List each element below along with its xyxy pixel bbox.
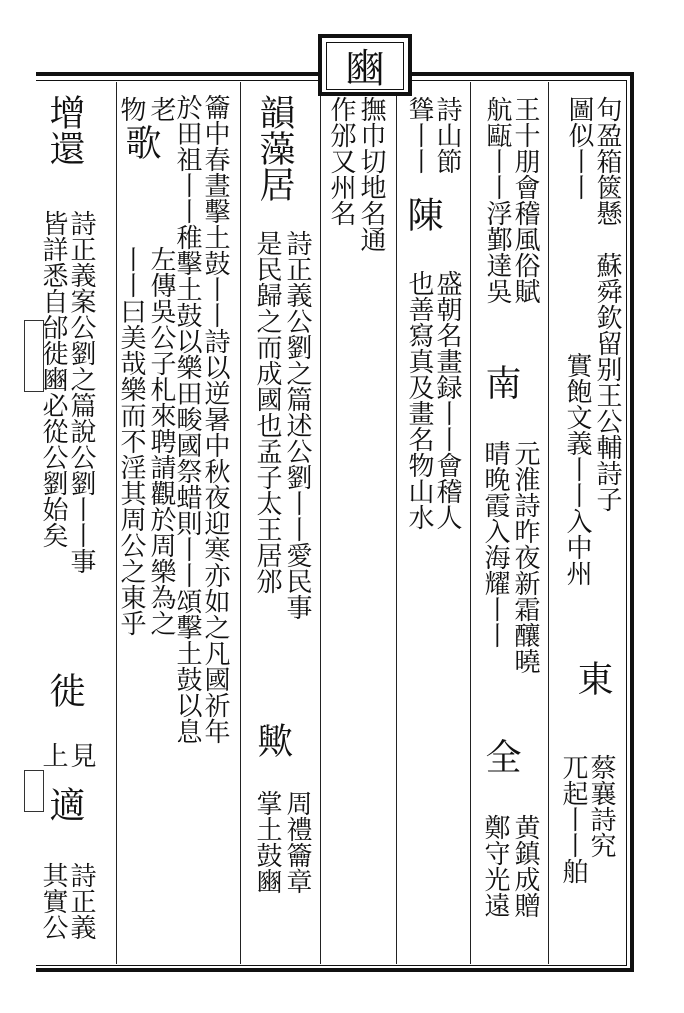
text-column: 撫巾切地名通	[356, 96, 386, 252]
text-column: 聳丨丨	[404, 96, 434, 174]
text-column: 圖似丨丨	[564, 96, 594, 200]
margin-mark	[24, 770, 44, 812]
text-column: 作邠又州名	[326, 96, 356, 226]
column-rule	[320, 82, 321, 964]
text-column: 航甌丨丨浮鄞達吳	[482, 96, 512, 304]
text-column: 老	[146, 96, 176, 122]
text-column: 詩正義	[66, 862, 96, 940]
text-column: 歟	[252, 722, 293, 758]
text-column: 詩正義公劉之篇述公劉丨丨愛民事	[282, 230, 312, 620]
text-column: 句盈箱篋懸	[592, 96, 622, 226]
text-column: 左傳吳公子札來聘請觀於周樂為之	[146, 246, 176, 636]
text-column: 詩山節	[432, 96, 462, 174]
heading-character: 豳	[345, 46, 385, 92]
text-column: 詩正義案公劉之篇說公劉丨丨事	[66, 210, 96, 574]
text-column: 南	[480, 364, 521, 400]
text-column: 歌	[120, 124, 161, 160]
column-rule	[240, 82, 241, 964]
text-column: 上	[38, 742, 68, 768]
text-column: 陳	[402, 196, 443, 232]
text-column: 實飽文義丨丨入中州	[562, 352, 592, 586]
text-column: 周禮籥章	[282, 790, 312, 894]
text-column: 鄭守光遠	[480, 814, 510, 918]
text-column: 掌土鼓豳	[252, 790, 282, 894]
text-column: 皆詳悉自邰徙豳必從公劉始矣	[38, 210, 68, 548]
text-column: 見	[66, 742, 96, 768]
text-column: 適	[44, 786, 85, 822]
column-rule	[396, 82, 397, 964]
text-column: 晴晚霞入海耀丨丨	[480, 440, 510, 648]
text-column: 盛朝名畫録丨丨會稽人	[432, 270, 462, 530]
text-column: 蔡襄詩究	[586, 754, 616, 858]
text-column: 籥中春晝擊土鼓丨丨詩以逆暑中秋夜迎寒亦如之凡國祈年	[200, 94, 230, 744]
text-column: 黄鎮成贈	[510, 814, 540, 918]
text-column: 徙	[44, 672, 85, 708]
text-column: 是民歸之而成國也孟子太王居邠	[252, 230, 282, 594]
text-column: 東	[572, 660, 613, 696]
text-column: 也善寫真及畫名物山水	[404, 270, 434, 530]
text-column: 其實公	[38, 862, 68, 940]
text-column: 元淮詩昨夜新霜釀曉	[510, 440, 540, 674]
text-column: 丨丨曰美哉樂而不淫其周公之東乎	[116, 246, 146, 636]
text-column: 王十朋會稽風俗賦	[510, 96, 540, 304]
text-column: 全	[480, 738, 521, 774]
text-column: 蘇舜欽留别王公輔詩子	[592, 252, 622, 512]
column-rule	[548, 82, 549, 964]
text-column: 於田祖丨丨稚擊土鼓以樂田畯國祭蜡則丨丨頌擊土鼓以息	[172, 94, 202, 744]
text-column: 物	[116, 96, 146, 122]
text-column: 兀起丨丨舶	[558, 754, 588, 884]
text-column: 韻藻居	[254, 94, 295, 202]
text-column: 增還	[44, 94, 85, 166]
column-rule	[470, 82, 471, 964]
